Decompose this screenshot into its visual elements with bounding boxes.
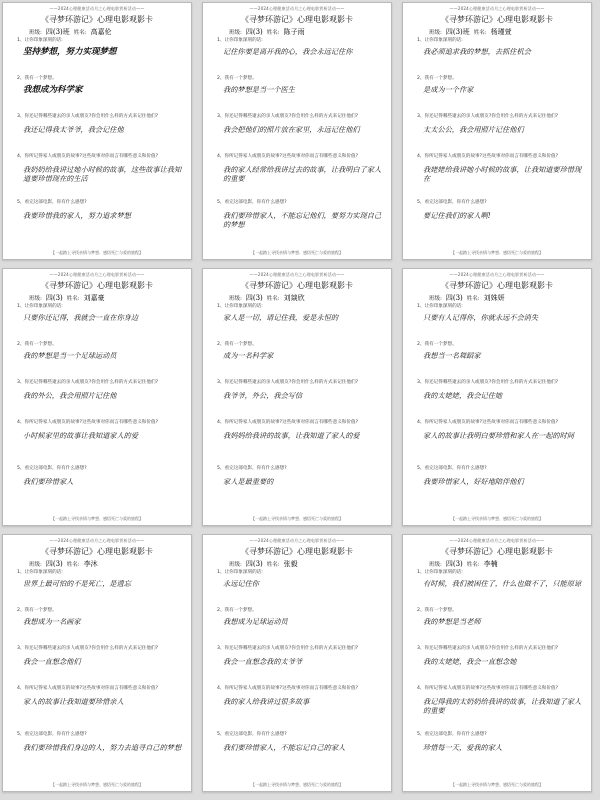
card-header: ——2024心理健康活动月之心理电影赏析活动—— xyxy=(249,272,345,277)
answer-3: 我会一直想念我的太爷爷 xyxy=(223,657,303,666)
answer-3: 我还记得我太爷爷，我会记住他 xyxy=(23,125,124,134)
card-header: ——2024心理健康活动月之心理电影赏析活动—— xyxy=(449,272,545,277)
question-1: 1、让你印象深刻的话: xyxy=(417,304,463,309)
class-value: 四(3) xyxy=(245,560,263,568)
name-value: 陈子雨 xyxy=(283,28,305,36)
question-2: 2、我有一个梦想。 xyxy=(17,342,57,347)
question-2: 2、我有一个梦想。 xyxy=(217,608,257,613)
class-label: 班级: xyxy=(429,562,442,568)
card-meta xyxy=(229,559,391,569)
question-1: 1、让你印象深刻的话: xyxy=(217,304,263,309)
question-5: 5、看完这部电影，你有什么感想? xyxy=(217,466,287,471)
question-3: 3、你还记得哪些逝去的亲人或朋友?你会用什么样的方式来记住他们? xyxy=(217,646,359,651)
card-footer: 【一起踏上寻找亲情与梦想、感悟死亡与爱的旅程】 xyxy=(451,782,543,787)
answer-2: 我想成为科学家 xyxy=(23,85,83,95)
card-title: 《寻梦环游记》心理电影观影卡 xyxy=(41,281,153,290)
answer-4: 我的家人经常给我讲过去的故事，让我明白了家人的重要 xyxy=(223,165,382,183)
name-label: 姓名: xyxy=(466,562,480,568)
answer-1: 只要你还记得，我就会一直在你身边 xyxy=(23,313,139,322)
question-1: 1、让你印象深刻的话: xyxy=(417,38,463,43)
question-4: 4、你所记得家人或朋友的故事?这些故事对你而言有哪些意义和价值? xyxy=(17,154,159,159)
question-3: 3、你还记得哪些逝去的亲人或朋友?你会用什么样的方式来记住他们? xyxy=(217,114,359,119)
question-3: 3、你还记得哪些逝去的亲人或朋友?你会用什么样的方式来记住他们? xyxy=(217,380,359,385)
answer-5: 要记住我们的家人啊! xyxy=(423,211,491,220)
answer-3: 我的外公，我会用照片记住他 xyxy=(23,391,117,400)
name-label: 姓名: xyxy=(473,30,487,36)
question-5: 5、看完这部电影，你有什么感想? xyxy=(417,732,487,737)
class-label: 班级: xyxy=(229,562,242,568)
name-value: 李沐 xyxy=(83,560,98,568)
card-meta xyxy=(29,559,191,569)
answer-3: 我会把他们的照片放在家里，永远记住他们 xyxy=(223,125,360,134)
card-title: 《寻梦环游记》心理电影观影卡 xyxy=(441,15,553,24)
name-value: 张毅 xyxy=(283,560,298,568)
class-value: 四(3) xyxy=(245,294,263,302)
name-label: 姓名: xyxy=(266,562,280,568)
question-2: 2、我有一个梦想。 xyxy=(417,608,457,613)
card-title: 《寻梦环游记》心理电影观影卡 xyxy=(441,281,553,290)
question-3: 3、你还记得哪些逝去的亲人或朋友?你会用什么样的方式来记住他们? xyxy=(417,380,559,385)
name-value: 刘姝妍 xyxy=(483,294,505,302)
answer-5: 我们要珍惜家人，不能忘记自己的家人 xyxy=(223,743,346,752)
answer-1: 永远记住你 xyxy=(223,579,259,588)
question-4: 4、你所记得家人或朋友的故事?这些故事对你而言有哪些意义和价值? xyxy=(17,686,159,691)
name-label: 姓名: xyxy=(466,296,480,302)
answer-2: 我想当一名舞蹈家 xyxy=(423,351,481,360)
answer-2: 我的梦想是当一个足球运动员 xyxy=(23,351,117,360)
answer-2: 成为一名科学家 xyxy=(223,351,274,360)
question-1: 1、让你印象深刻的话: xyxy=(17,38,63,43)
card-meta xyxy=(229,27,391,37)
card-header: ——2024心理健康活动月之心理电影赏析活动—— xyxy=(249,6,345,11)
card-header: ——2024心理健康活动月之心理电影赏析活动—— xyxy=(449,6,545,11)
answer-5: 我要珍惜家人，好好地陪伴他们 xyxy=(423,477,524,486)
card-header: ——2024心理健康活动月之心理电影赏析活动—— xyxy=(49,538,145,543)
card-footer: 【一起踏上寻找亲情与梦想、感悟死亡与爱的旅程】 xyxy=(251,250,343,255)
question-2: 2、我有一个梦想。 xyxy=(417,342,457,347)
question-1: 1、让你印象深刻的话: xyxy=(17,570,63,575)
question-3: 3、你还记得哪些逝去的亲人或朋友?你会用什么样的方式来记住他们? xyxy=(17,114,159,119)
answer-3: 我爷爷，外公，我会写信 xyxy=(223,391,303,400)
answer-3: 太太公公，我会用照片记住他们 xyxy=(423,125,524,134)
answer-2: 我的梦想是当老师 xyxy=(423,617,481,626)
question-3: 3、你还记得哪些逝去的亲人或朋友?你会用什么样的方式来记住他们? xyxy=(417,646,559,651)
class-value: 四(3)班 xyxy=(45,28,70,36)
card-title: 《寻梦环游记》心理电影观影卡 xyxy=(241,15,353,24)
answer-3: 我的太姥姥，我会一直想念她 xyxy=(423,657,517,666)
question-4: 4、你所记得家人或朋友的故事?这些故事对你而言有哪些意义和价值? xyxy=(217,420,359,425)
name-label: 姓名: xyxy=(66,562,80,568)
answer-5: 我们要珍惜家人，不能忘记他们，要努力实现自己的梦想 xyxy=(223,211,382,229)
answer-4: 我奶奶给我讲过她小时候的故事，这些故事让我知道要珍惜现在的生活 xyxy=(23,165,182,183)
viewing-card xyxy=(402,2,592,260)
class-label: 班级: xyxy=(229,296,242,302)
question-1: 1、让你印象深刻的话: xyxy=(217,570,263,575)
answer-2: 我的梦想是当一个医生 xyxy=(223,85,295,94)
class-value: 四(3) xyxy=(445,560,463,568)
answer-1: 家人是一切，请记住我，爱是永恒的 xyxy=(223,313,339,322)
class-label: 班级: xyxy=(29,562,42,568)
question-5: 5、看完这部电影，你有什么感想? xyxy=(217,732,287,737)
class-value: 四(3)班 xyxy=(445,28,470,36)
answer-2: 我想成为一名画家 xyxy=(23,617,81,626)
card-meta xyxy=(229,293,391,303)
card-footer: 【一起踏上寻找亲情与梦想、感悟死亡与爱的旅程】 xyxy=(451,516,543,521)
card-header: ——2024心理健康活动月之心理电影赏析活动—— xyxy=(249,538,345,543)
question-2: 2、我有一个梦想。 xyxy=(417,76,457,81)
question-5: 5、看完这部电影，你有什么感想? xyxy=(217,200,287,205)
class-value: 四(3) xyxy=(45,294,63,302)
card-title: 《寻梦环游记》心理电影观影卡 xyxy=(241,281,353,290)
question-2: 2、我有一个梦想。 xyxy=(17,608,57,613)
question-5: 5、看完这部电影，你有什么感想? xyxy=(17,466,87,471)
card-meta xyxy=(429,293,591,303)
answer-2: 是成为一个作家 xyxy=(423,85,474,94)
question-4: 4、你所记得家人或朋友的故事?这些故事对你而言有哪些意义和价值? xyxy=(417,154,559,159)
class-value: 四(3) xyxy=(445,294,463,302)
answer-4: 家人的故事让我明白要珍惜和家人在一起的时间 xyxy=(423,431,574,440)
answer-3: 我会一直想念他们 xyxy=(23,657,81,666)
question-2: 2、我有一个梦想。 xyxy=(217,76,257,81)
question-5: 5、看完这部电影，你有什么感想? xyxy=(17,200,87,205)
viewing-card xyxy=(2,534,192,792)
card-meta xyxy=(29,27,191,37)
question-2: 2、我有一个梦想。 xyxy=(17,76,57,81)
question-4: 4、你所记得家人或朋友的故事?这些故事对你而言有哪些意义和价值? xyxy=(417,686,559,691)
answer-1: 坚持梦想，努力实现梦想 xyxy=(23,47,117,57)
answer-4: 我记得我的太奶奶给我讲的故事，让我知道了家人的重要 xyxy=(423,697,582,715)
question-1: 1、让你印象深刻的话: xyxy=(217,38,263,43)
answer-4: 我姥姥给我讲她小时候的故事，让我知道要珍惜现在 xyxy=(423,165,582,183)
answer-3: 我的太姥姥，我会记住她 xyxy=(423,391,503,400)
answer-5: 家人是最重要的 xyxy=(223,477,274,486)
question-1: 1、让你印象深刻的话: xyxy=(17,304,63,309)
question-5: 5、看完这部电影，你有什么感想? xyxy=(17,732,87,737)
answer-1: 记住你要是离开我的心，我会永远记住你 xyxy=(223,47,353,56)
card-footer: 【一起踏上寻找亲情与梦想、感悟死亡与爱的旅程】 xyxy=(451,250,543,255)
card-meta xyxy=(29,293,191,303)
viewing-card xyxy=(2,268,192,526)
class-label: 班级: xyxy=(429,296,442,302)
answer-5: 珍惜每一天，爱我的家人 xyxy=(423,743,503,752)
class-value: 四(3) xyxy=(45,560,63,568)
name-value: 杨瑾萱 xyxy=(490,28,512,36)
question-4: 4、你所记得家人或朋友的故事?这些故事对你而言有哪些意义和价值? xyxy=(217,686,359,691)
viewing-card xyxy=(202,2,392,260)
name-value: 李楠 xyxy=(483,560,498,568)
name-value: 刘嘉豪 xyxy=(83,294,105,302)
viewing-card xyxy=(402,534,592,792)
answer-1: 我必须追求我的梦想，去抓住机会 xyxy=(423,47,531,56)
viewing-card xyxy=(202,268,392,526)
name-label: 姓名: xyxy=(266,296,280,302)
answer-4: 我的家人给我讲过很多故事 xyxy=(223,697,310,706)
card-header: ——2024心理健康活动月之心理电影赏析活动—— xyxy=(449,538,545,543)
answer-4: 小时候家里的故事让我知道家人的爱 xyxy=(23,431,139,440)
question-3: 3、你还记得哪些逝去的亲人或朋友?你会用什么样的方式来记住他们? xyxy=(17,646,159,651)
question-4: 4、你所记得家人或朋友的故事?这些故事对你而言有哪些意义和价值? xyxy=(217,154,359,159)
card-title: 《寻梦环游记》心理电影观影卡 xyxy=(441,547,553,556)
name-label: 姓名: xyxy=(266,30,280,36)
card-footer: 【一起踏上寻找亲情与梦想、感悟死亡与爱的旅程】 xyxy=(51,782,143,787)
answer-2: 我想成为足球运动员 xyxy=(223,617,288,626)
card-grid xyxy=(2,2,598,798)
answer-1: 有时候，我们被困住了，什么也做不了，只能原谅 xyxy=(423,579,582,588)
card-meta xyxy=(429,559,591,569)
question-4: 4、你所记得家人或朋友的故事?这些故事对你而言有哪些意义和价值? xyxy=(17,420,159,425)
class-label: 班级: xyxy=(429,30,442,36)
answer-1: 世界上最可怕的不是死亡，是遗忘 xyxy=(23,579,131,588)
answer-5: 我们要珍惜家人 xyxy=(23,477,74,486)
class-label: 班级: xyxy=(229,30,242,36)
viewing-card xyxy=(402,268,592,526)
answer-5: 我要珍惜我的家人，努力追求梦想 xyxy=(23,211,131,220)
question-2: 2、我有一个梦想。 xyxy=(217,342,257,347)
answer-1: 只要有人记得你，你就永远不会消失 xyxy=(423,313,539,322)
card-title: 《寻梦环游记》心理电影观影卡 xyxy=(41,547,153,556)
viewing-card xyxy=(2,2,192,260)
card-title: 《寻梦环游记》心理电影观影卡 xyxy=(241,547,353,556)
question-4: 4、你所记得家人或朋友的故事?这些故事对你而言有哪些意义和价值? xyxy=(417,420,559,425)
class-label: 班级: xyxy=(29,296,42,302)
answer-5: 我们要珍惜我们身边的人，努力去追寻自己的梦想 xyxy=(23,743,182,752)
name-value: 刘燚欣 xyxy=(283,294,305,302)
card-title: 《寻梦环游记》心理电影观影卡 xyxy=(41,15,153,24)
question-3: 3、你还记得哪些逝去的亲人或朋友?你会用什么样的方式来记住他们? xyxy=(417,114,559,119)
name-label: 姓名: xyxy=(66,296,80,302)
name-value: 高嘉伦 xyxy=(90,28,112,36)
card-footer: 【一起踏上寻找亲情与梦想、感悟死亡与爱的旅程】 xyxy=(251,516,343,521)
card-footer: 【一起踏上寻找亲情与梦想、感悟死亡与爱的旅程】 xyxy=(251,782,343,787)
answer-4: 家人的故事让我知道要珍惜亲人 xyxy=(23,697,124,706)
question-1: 1、让你印象深刻的话: xyxy=(417,570,463,575)
card-footer: 【一起踏上寻找亲情与梦想、感悟死亡与爱的旅程】 xyxy=(51,250,143,255)
answer-4: 我妈妈给我讲的故事，让我知道了家人的爱 xyxy=(223,431,360,440)
card-header: ——2024心理健康活动月之心理电影赏析活动—— xyxy=(49,272,145,277)
card-header: ——2024心理健康活动月之心理电影赏析活动—— xyxy=(49,6,145,11)
question-3: 3、你还记得哪些逝去的亲人或朋友?你会用什么样的方式来记住他们? xyxy=(17,380,159,385)
question-5: 5、看完这部电影，你有什么感想? xyxy=(417,466,487,471)
class-value: 四(3) xyxy=(245,28,263,36)
card-footer: 【一起踏上寻找亲情与梦想、感悟死亡与爱的旅程】 xyxy=(51,516,143,521)
question-5: 5、看完这部电影，你有什么感想? xyxy=(417,200,487,205)
card-meta xyxy=(429,27,591,37)
viewing-card xyxy=(202,534,392,792)
class-label: 班级: xyxy=(29,30,42,36)
name-label: 姓名: xyxy=(73,30,87,36)
